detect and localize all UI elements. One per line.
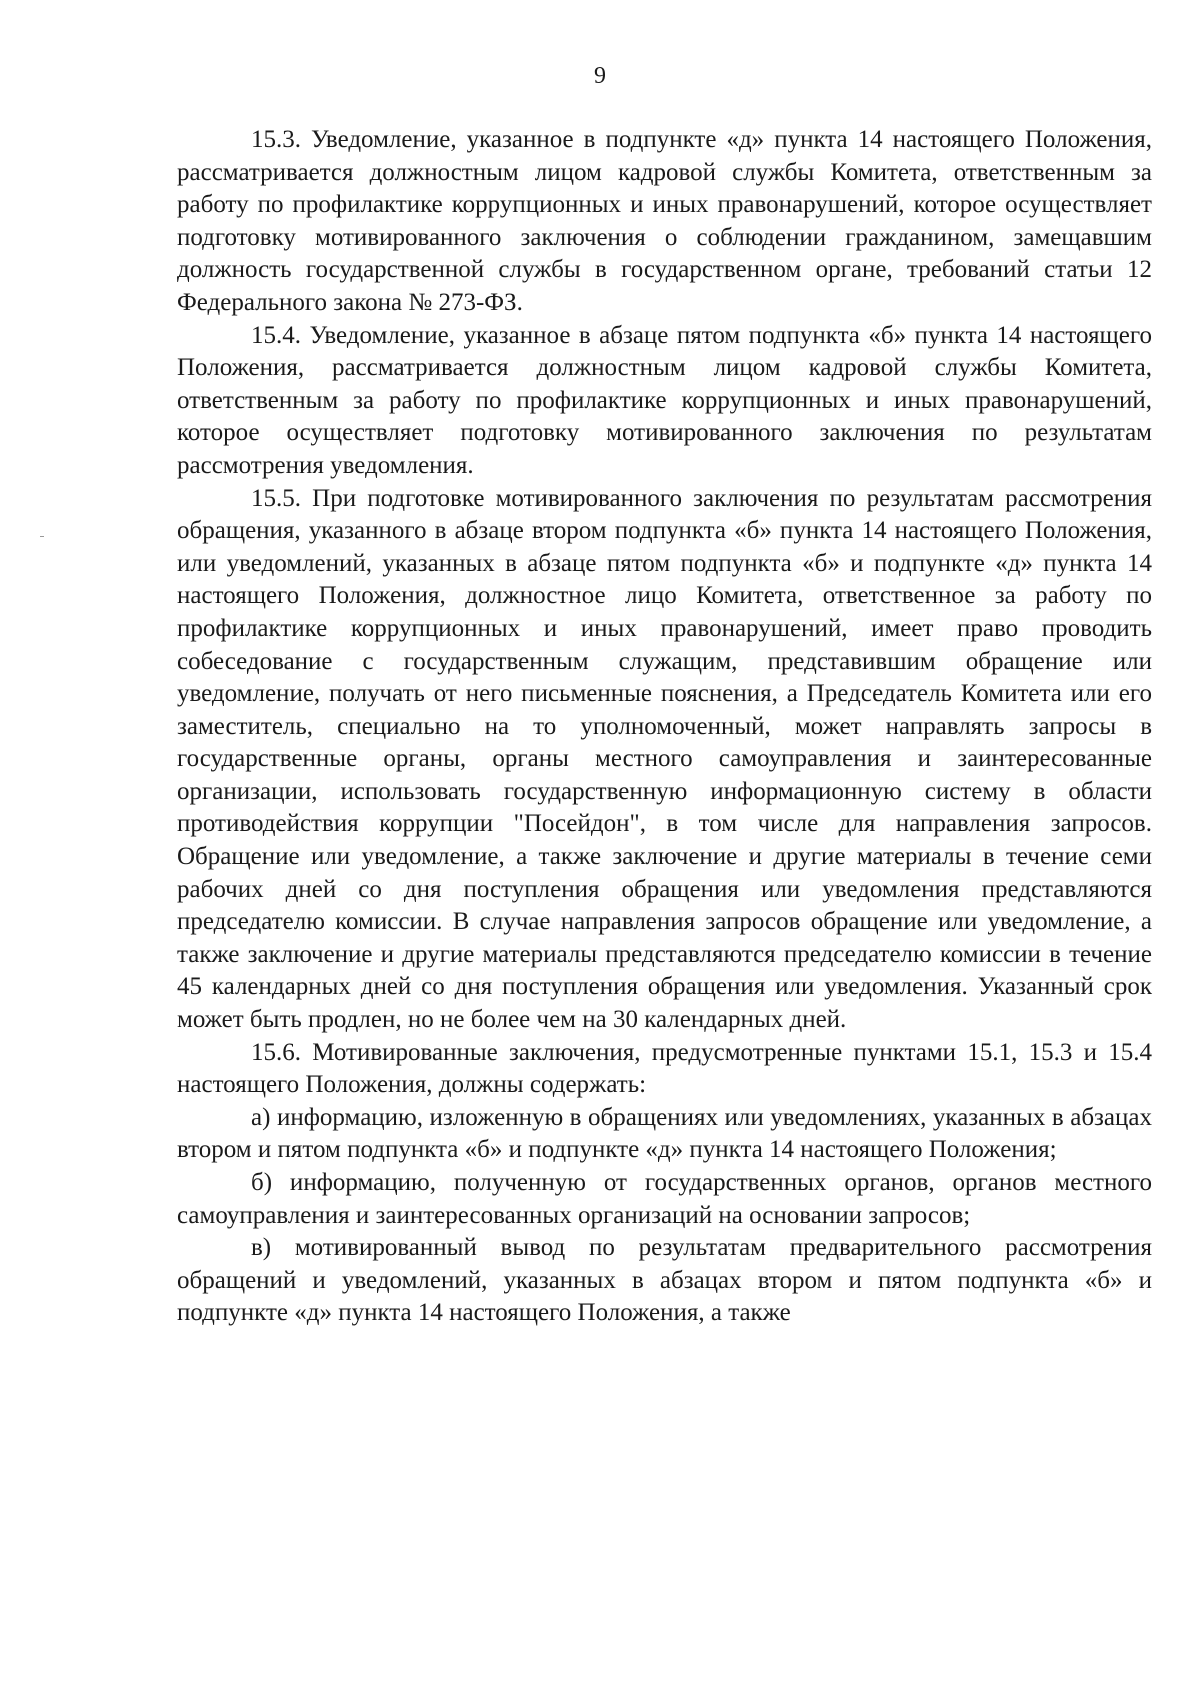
margin-mark	[40, 536, 44, 537]
document-body	[177, 124, 1152, 1330]
paragraph-15-4: 15.4. Уведомление, указанное в абзаце пятом подпункта «б» пункта 14 настоящего Положения, рассматривается должностным лицом кадровой службы Комитета, ответственным за работу по профилактике коррупционных и иных правонарушений, которое осуществляет подготовку мотивированного заключения по результатам рассмотрения уведомления.	[177, 321, 1152, 479]
list-item-b: б) информацию, полученную от государственных органов, органов местного самоуправления и заинтересованных организаций на основании запросов;	[177, 1169, 1152, 1229]
list-item-v: в) мотивированный вывод по результатам предварительного рассмотрения обращений и уведомлений, указанных в абзацах втором и пятом подпункта «б» и подпункте «д» пункта 14 настоящего Положения, а также	[177, 1234, 1152, 1327]
paragraph-15-3: 15.3. Уведомление, указанное в подпункте «д» пункта 14 настоящего Положения, рассматривается должностным лицом кадровой службы Комитета, ответственным за работу по профилактике коррупционных и иных правонарушений, которое осуществляет подготовку мотивированного заключения о соблюдении гражданином, замещавшим должность государственной службы в государственном органе, требований статьи 12 Федерального закона № 273-ФЗ.	[177, 126, 1152, 316]
page-number: 9	[594, 63, 606, 89]
paragraph-15-5: 15.5. При подготовке мотивированного заключения по результатам рассмотрения обращения, указанного в абзаце втором подпункта «б» пункта 14 настоящего Положения, или уведомлений, указанных в абзаце пятом подпункта «б» и подпункте «д» пункта 14 настоящего Положения, должностное лицо Комитета, ответственное за работу по профилактике коррупционных и иных правонарушений, имеет право проводить собеседование с государственным служащим, представившим обращение или уведомление, получать от него письменные пояснения, а Председатель Комитета или его заместитель, специально на то уполномоченный, может направлять запросы в государственные органы, органы местного самоуправления и заинтересованные организации, использовать государственную информационную систему в области противодействия коррупции "Посейдон", в том числе для направления запросов. Обращение или уведомление, а также заключение и другие материалы в течение семи рабочих дней со дня поступления обращения или уведомления представляются председателю комиссии. В случае направления запросов обращение или уведомление, а также заключение и другие материалы представляются председателю комиссии в течение 45 календарных дней со дня поступления обращения или уведомления. Указанный срок может быть продлен, но не более чем на 30 календарных дней.	[177, 484, 1152, 1034]
list-item-a: а) информацию, изложенную в обращениях или уведомлениях, указанных в абзацах втором и пятом подпункта «б» и подпункте «д» пункта 14 настоящего Положения;	[177, 1103, 1152, 1164]
paragraph-15-6: 15.6. Мотивированные заключения, предусмотренные пунктами 15.1, 15.3 и 15.4 настоящего Положения, должны содержать:	[177, 1038, 1152, 1099]
